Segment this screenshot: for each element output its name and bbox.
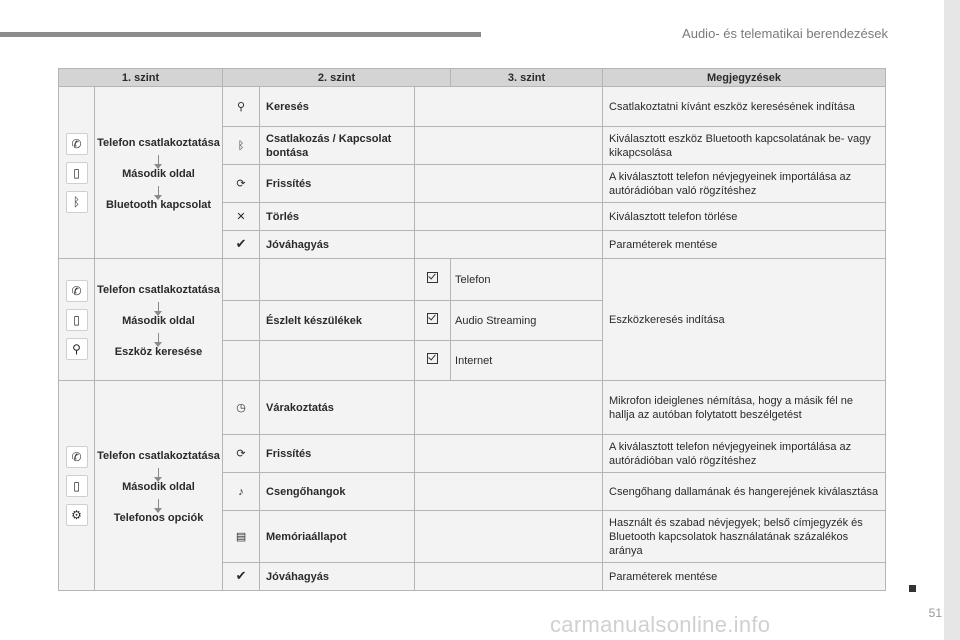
page-section-title: Audio- és telematikai berendezések [682,26,888,41]
level1-icons [59,381,95,591]
phone-icon: ✆ [66,280,88,302]
sub-option: Telefon [451,259,603,301]
empty-cell [415,87,603,127]
refresh-contacts-icon: ⟳ [223,165,260,203]
row-name: Csatlakozás / Kapcsolat bontása [260,127,415,165]
empty-cell [415,435,603,473]
level1-chain [95,259,223,381]
row-note: Paraméterek mentése [603,231,886,259]
refresh-icon: ⟳ [223,435,260,473]
col-header-level1: 1. szint [59,69,223,87]
row-name: Csengőhangok [260,473,415,511]
chain-label: Telefon csatlakoztatása [97,136,220,149]
phone-icon: ✆ [66,446,88,468]
chain-label: Bluetooth kapcsolat [105,198,212,211]
row-note: Kiválasztott telefon törlése [603,203,886,231]
empty-cell [415,511,603,563]
phone-screen-icon: ▯ [66,162,88,184]
arrow-down-icon [158,468,159,478]
empty-cell [415,127,603,165]
row-note: Paraméterek mentése [603,563,886,591]
phone-icon: ✆ [66,133,88,155]
page-marker [909,585,916,592]
arrow-down-icon [158,155,159,165]
empty-icon-cell [223,341,260,381]
check-icon: ✔ [223,563,260,591]
arrow-down-icon [158,333,159,343]
sub-option: Internet [451,341,603,381]
row-name: Frissítés [260,165,415,203]
bluetooth-disconnect-icon: ᛒ [223,127,260,165]
page-number: 51 [928,606,942,620]
hold-call-icon: ◷ [223,381,260,435]
phone-screen-icon: ▯ [66,309,88,331]
chain-label: Második oldal [122,480,195,493]
side-strip [944,0,960,640]
checkbox-icon [415,341,451,381]
arrow-down-icon [158,302,159,312]
row-name: Keresés [260,87,415,127]
memory-icon: ▤ [223,511,260,563]
row-name: Jóváhagyás [260,563,415,591]
delete-phone-icon: ✕ [223,203,260,231]
empty-cell [260,259,415,301]
chain-label: Telefonos opciók [113,511,204,524]
row-note: A kiválasztott telefon névjegyeinek importálása az autórádióban való rögzítéshez [603,165,886,203]
search-device-icon: ⚲ [66,338,88,360]
level2-name: Észlelt készülékek [260,301,415,341]
empty-cell [415,231,603,259]
row-note: Használt és szabad névjegyek; belső címjegyzék és Bluetooth kapcsolatok használatának százalékos aránya [603,511,886,563]
checkbox-icon [415,259,451,301]
level1-icons [59,87,95,259]
sub-option: Audio Streaming [451,301,603,341]
empty-cell [415,381,603,435]
row-note: Eszközkeresés indítása [603,259,886,381]
empty-cell [415,165,603,203]
row-note: Csatlakoztatni kívánt eszköz keresésének indítása [603,87,886,127]
arrow-down-icon [158,499,159,509]
row-note: Mikrofon ideiglenes némítása, hogy a másik fél ne hallja az autóban folytatott beszélgetést [603,381,886,435]
level1-chain [95,87,223,259]
chain-label: Második oldal [122,167,195,180]
col-header-notes: Megjegyzések [603,69,886,87]
row-name: Frissítés [260,435,415,473]
ringtone-icon: ♪ [223,473,260,511]
check-icon: ✔ [223,231,260,259]
row-name: Jóváhagyás [260,231,415,259]
phone-options-icon: ⚙ [66,504,88,526]
bluetooth-icon: ᛒ [66,191,88,213]
empty-cell [415,473,603,511]
chain-label: Telefon csatlakoztatása [97,449,220,462]
empty-cell [415,203,603,231]
empty-icon-cell [223,301,260,341]
row-name: Törlés [260,203,415,231]
header-rule [0,32,481,37]
empty-cell [260,341,415,381]
chain-label: Telefon csatlakoztatása [97,283,220,296]
level1-icons [59,259,95,381]
row-note: Kiválasztott eszköz Bluetooth kapcsolatának be- vagy kikapcsolása [603,127,886,165]
chain-label: Eszköz keresése [114,345,203,358]
col-header-level3: 3. szint [451,69,603,87]
checkbox-icon [415,301,451,341]
row-name: Memóriaállapot [260,511,415,563]
row-note: Csengőhang dallamának és hangerejének kiválasztása [603,473,886,511]
settings-table [58,68,886,591]
empty-cell [415,563,603,591]
row-name: Várakoztatás [260,381,415,435]
phone-screen-icon: ▯ [66,475,88,497]
level1-chain [95,381,223,591]
col-header-level2: 2. szint [223,69,451,87]
row-note: A kiválasztott telefon névjegyeinek importálása az autórádióban való rögzítéshez [603,435,886,473]
empty-icon-cell [223,259,260,301]
watermark: carmanualsonline.info [550,612,771,637]
search-device-icon: ⚲ [223,87,260,127]
arrow-down-icon [158,186,159,196]
chain-label: Második oldal [122,314,195,327]
